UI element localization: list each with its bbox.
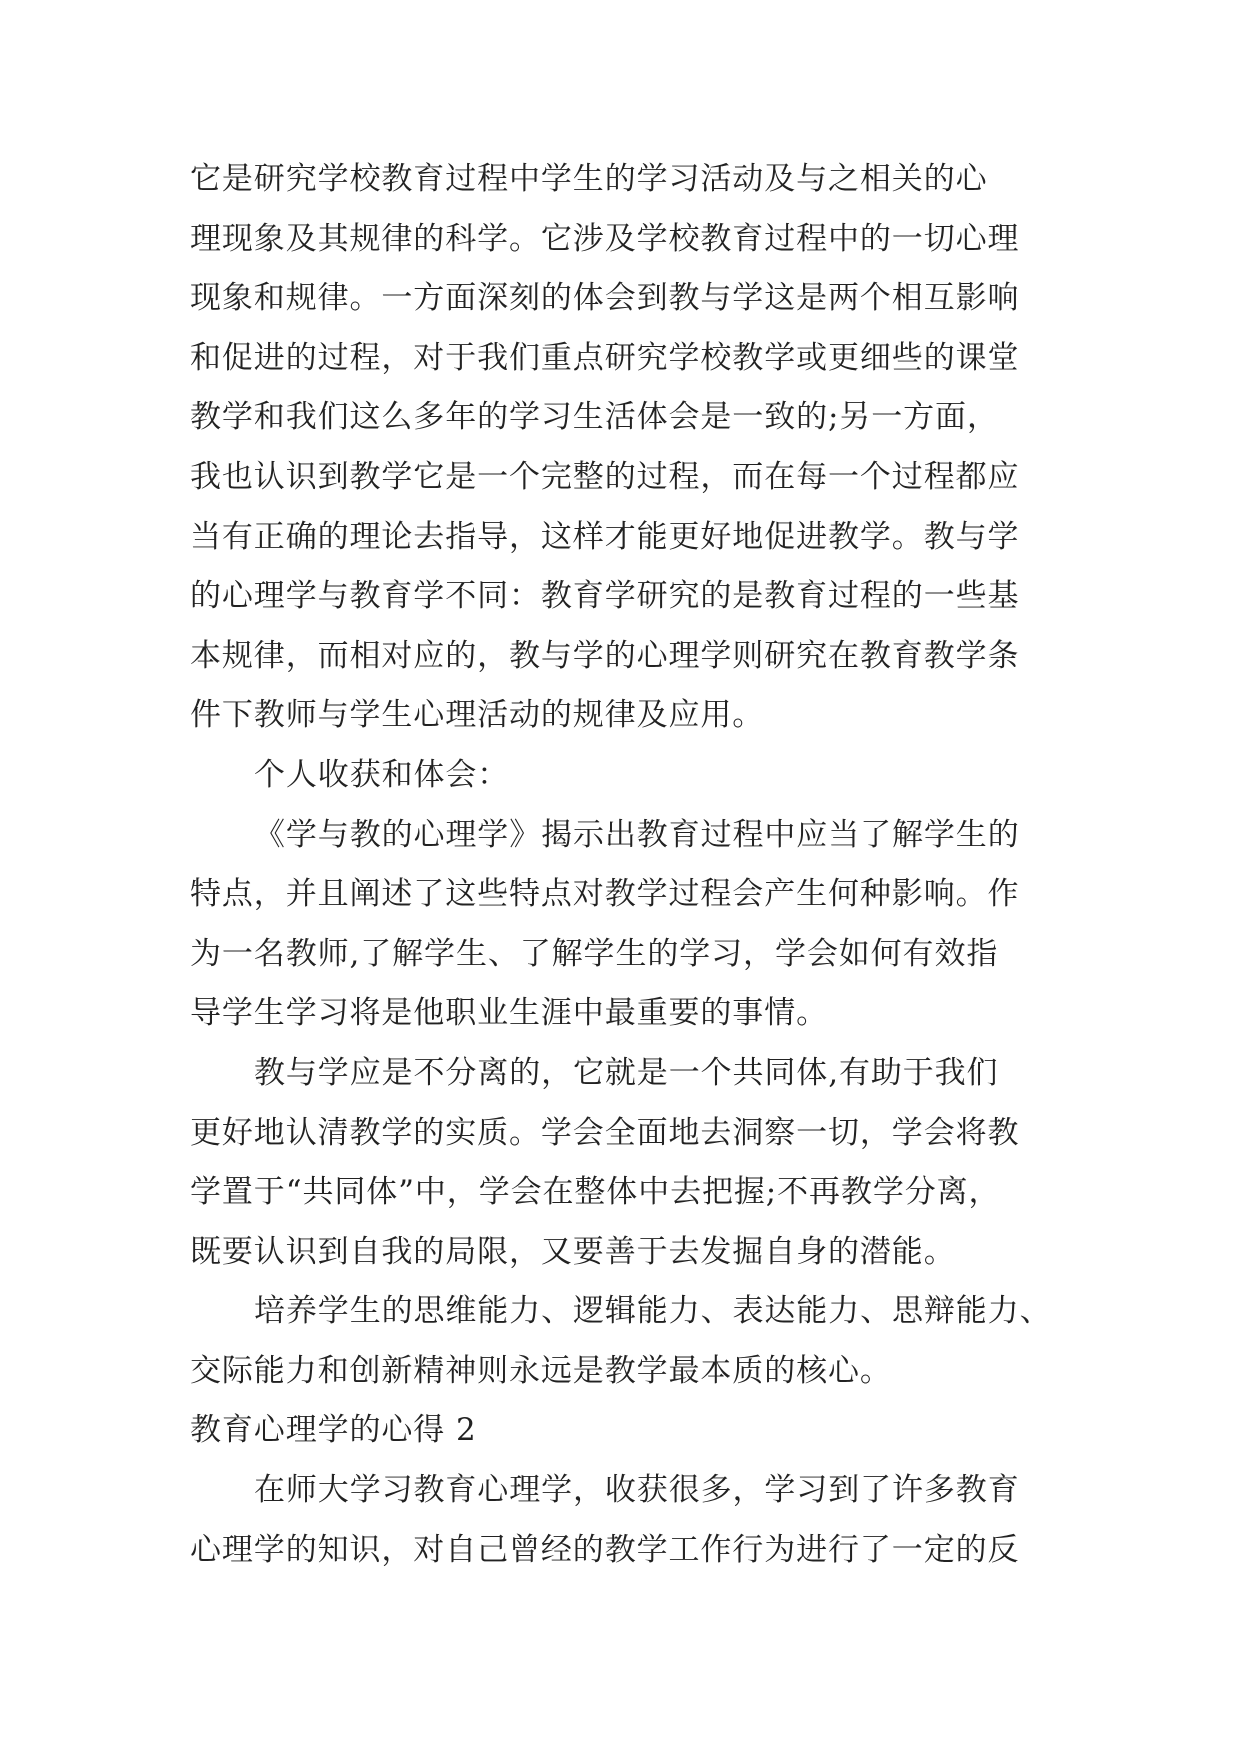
text-line: 件下教师与学生心理活动的规律及应用。 — [190, 697, 765, 734]
text-line: 学置于“共同体”中，学会在整体中去把握;不再教学分离， — [190, 1174, 1001, 1211]
text-line: 特点，并且阐述了这些特点对教学过程会产生何种影响。作 — [190, 876, 1020, 913]
text-line: 教学和我们这么多年的学习生活体会是一致的;另一方面， — [190, 399, 999, 436]
text-line: 理现象及其规律的科学。它涉及学校教育过程中的一切心理 — [190, 220, 1020, 257]
paragraph-start-line: 《学与教的心理学》揭示出教育过程中应当了解学生的 — [254, 816, 1020, 853]
text-line: 的心理学与教育学不同：教育学研究的是教育过程的一些基 — [190, 578, 1020, 615]
text-line: 更好地认清教学的实质。学会全面地去洞察一切，学会将教 — [190, 1114, 1020, 1151]
document-body — [190, 150, 1070, 1580]
paragraph-start-line: 教与学应是不分离的，它就是一个共同体,有助于我们 — [254, 1054, 999, 1091]
paragraph-start-line: 培养学生的思维能力、逻辑能力、表达能力、思辩能力、 — [254, 1293, 1052, 1330]
text-line: 交际能力和创新精神则永远是教学最本质的核心。 — [190, 1352, 892, 1389]
text-line: 和促进的过程，对于我们重点研究学校教学或更细些的课堂 — [190, 339, 1020, 376]
text-line: 现象和规律。一方面深刻的体会到教与学这是两个相互影响 — [190, 280, 1020, 317]
paragraph-start-line: 在师大学习教育心理学，收获很多，学习到了许多教育 — [254, 1472, 1020, 1509]
text-line: 它是研究学校教育过程中学生的学习活动及与之相关的心 — [190, 161, 988, 197]
text-line: 心理学的知识，对自己曾经的教学工作行为进行了一定的反 — [190, 1531, 1020, 1568]
text-line: 当有正确的理论去指导，这样才能更好地促进教学。教与学 — [190, 518, 1020, 555]
section-subheading: 个人收获和体会： — [254, 756, 510, 793]
section-heading: 教育心理学的心得 2 — [190, 1412, 477, 1449]
text-line: 本规律，而相对应的，教与学的心理学则研究在教育教学条 — [190, 637, 1020, 674]
text-line: 我也认识到教学它是一个完整的过程，而在每一个过程都应 — [190, 458, 1020, 495]
text-line: 既要认识到自我的局限，又要善于去发掘自身的潜能。 — [190, 1233, 956, 1270]
text-line: 导学生学习将是他职业生涯中最重要的事情。 — [190, 995, 828, 1032]
text-line: 为一名教师,了解学生、了解学生的学习，学会如何有效指 — [190, 935, 999, 972]
